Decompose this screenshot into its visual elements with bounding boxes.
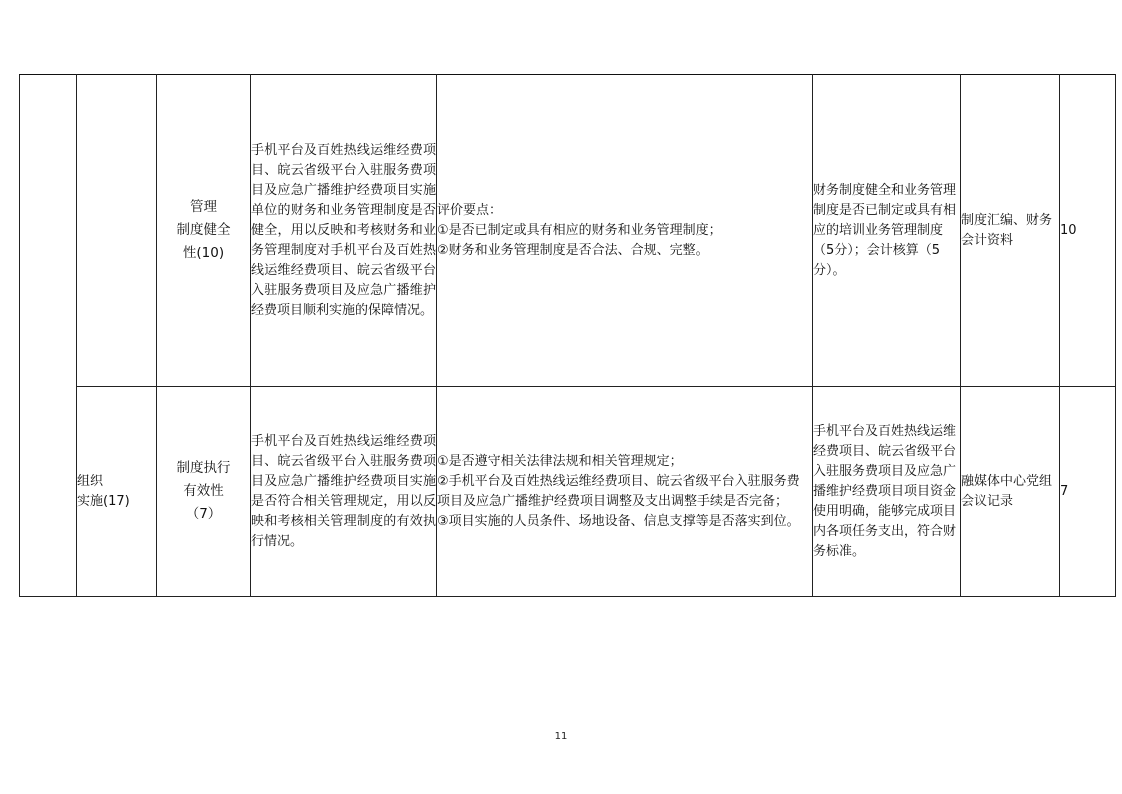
indicator-description-cell: 手机平台及百姓热线运维经费项目、皖云省级平台入驻服务费项目及应急广播维护经费项目实施是否符合相关管理规定，用以反映和考核相关管理制度的有效执行情况。 — [251, 387, 437, 597]
score-cell: 10 — [1060, 75, 1116, 387]
evidence-source-cell: 融媒体中心党组会议记录 — [961, 387, 1060, 597]
evaluation-criteria-cell: ①是否遵守相关法律法规和相关管理规定； ②手机平台及百姓热线运维经费项目、皖云省级平台入驻服务费项目及应急广播维护经费项目调整及支出调整手续是否完备； ③项目实施的人员条件、场地设备、信息支撑等是否落实到位。 — [437, 387, 813, 597]
indicator-level2-cell: 制度执行 有效性 （7） — [157, 387, 251, 597]
scoring-standard-cell: 财务制度健全和业务管理制度是否已制定或具有相应的培训业务管理制度（5分）；会计核算（5分）。 — [813, 75, 961, 387]
evaluation-table — [19, 74, 1116, 597]
page-number: 11 — [554, 731, 568, 742]
table-row — [20, 75, 1116, 387]
evidence-source-cell: 制度汇编、财务会计资料 — [961, 75, 1060, 387]
table-row — [20, 387, 1116, 597]
indicator-level0-cell — [20, 75, 77, 597]
scoring-standard-cell: 手机平台及百姓热线运维经费项目、皖云省级平台入驻服务费项目及应急广播维护经费项目项目资金使用明确，能够完成项目内各项任务支出，符合财务标准。 — [813, 387, 961, 597]
indicator-level1-cell: 组织 实施(17) — [77, 387, 157, 597]
evaluation-criteria-cell: 评价要点： ①是否已制定或具有相应的财务和业务管理制度； ②财务和业务管理制度是否合法、合规、完整。 — [437, 75, 813, 387]
indicator-level1-cell — [77, 75, 157, 387]
indicator-description-cell: 手机平台及百姓热线运维经费项目、皖云省级平台入驻服务费项目及应急广播维护经费项目实施单位的财务和业务管理制度是否健全，用以反映和考核财务和业务管理制度对手机平台及百姓热线运维经费项目、皖云省级平台入驻服务费项目及应急广播维护经费项目顺利实施的保障情况。 — [251, 75, 437, 387]
score-cell: 7 — [1060, 387, 1116, 597]
indicator-level2-cell: 管理 制度健全 性(10) — [157, 75, 251, 387]
